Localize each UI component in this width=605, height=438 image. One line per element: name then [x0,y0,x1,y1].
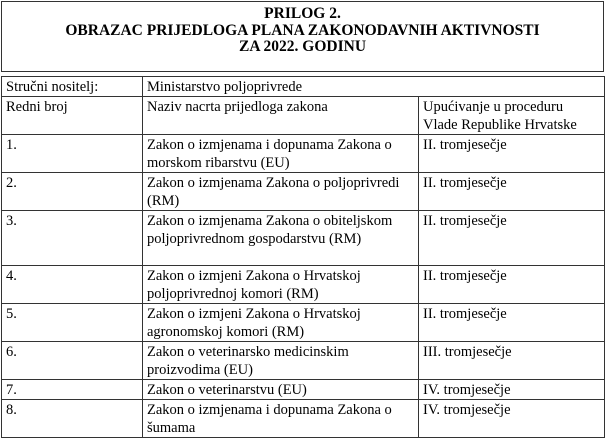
title-box [1,1,604,72]
row-procedure: II. tromjesečje [419,304,605,342]
table-row [2,173,605,211]
row-number: 5. [2,304,143,342]
row-law-name: Zakon o izmjenama i dopunama Zakona o morskom ribarstvu (EU) [143,135,419,173]
row-number: 7. [2,380,143,400]
row-law-name: Zakon o veterinarstvu (EU) [143,380,419,400]
header-row [2,97,605,135]
row-procedure: III. tromjesečje [419,342,605,380]
title-line-annex: PRILOG 2. [264,5,341,22]
row-law-name: Zakon o izmjenama Zakona o obiteljskom poljoprivrednom gospodarstvu (RM) [143,211,419,266]
header-number: Redni broj [2,97,143,135]
title-line-year: ZA 2022. GODINU [238,38,367,55]
holder-value: Ministarstvo poljoprivrede [143,77,605,97]
header-name: Naziv nacrta prijedloga zakona [143,97,419,135]
row-procedure: II. tromjesečje [419,135,605,173]
row-procedure: IV. tromjesečje [419,400,605,438]
holder-label: Stručni nositelj: [2,77,143,97]
legislative-plan-table [1,76,605,438]
row-procedure: IV. tromjesečje [419,380,605,400]
row-procedure: II. tromjesečje [419,266,605,304]
header-procedure: Upućivanje u proceduru Vlade Republike Hrvatske [419,97,605,135]
table-row [2,211,605,266]
row-number: 8. [2,400,143,438]
row-number: 6. [2,342,143,380]
table-row [2,304,605,342]
row-number: 1. [2,135,143,173]
table-row [2,342,605,380]
row-law-name: Zakon o izmjenama i dopunama Zakona o šumama [143,400,419,438]
table-row [2,380,605,400]
document-page [1,1,604,438]
row-number: 4. [2,266,143,304]
row-number: 3. [2,211,143,266]
title-line-form: OBRAZAC PRIJEDLOGA PLANA ZAKONODAVNIH AKTIVNOSTI [65,21,540,39]
row-procedure: II. tromjesečje [419,173,605,211]
row-law-name: Zakon o izmjenama Zakona o poljoprivredi (RM) [143,173,419,211]
row-law-name: Zakon o izmjeni Zakona o Hrvatskoj poljoprivrednoj komori (RM) [143,266,419,304]
table-row [2,266,605,304]
row-number: 2. [2,173,143,211]
holder-row [2,77,605,97]
row-law-name: Zakon o izmjeni Zakona o Hrvatskoj agronomskoj komori (RM) [143,304,419,342]
row-law-name: Zakon o veterinarsko medicinskim proizvodima (EU) [143,342,419,380]
table-row [2,135,605,173]
row-procedure: II. tromjesečje [419,211,605,266]
